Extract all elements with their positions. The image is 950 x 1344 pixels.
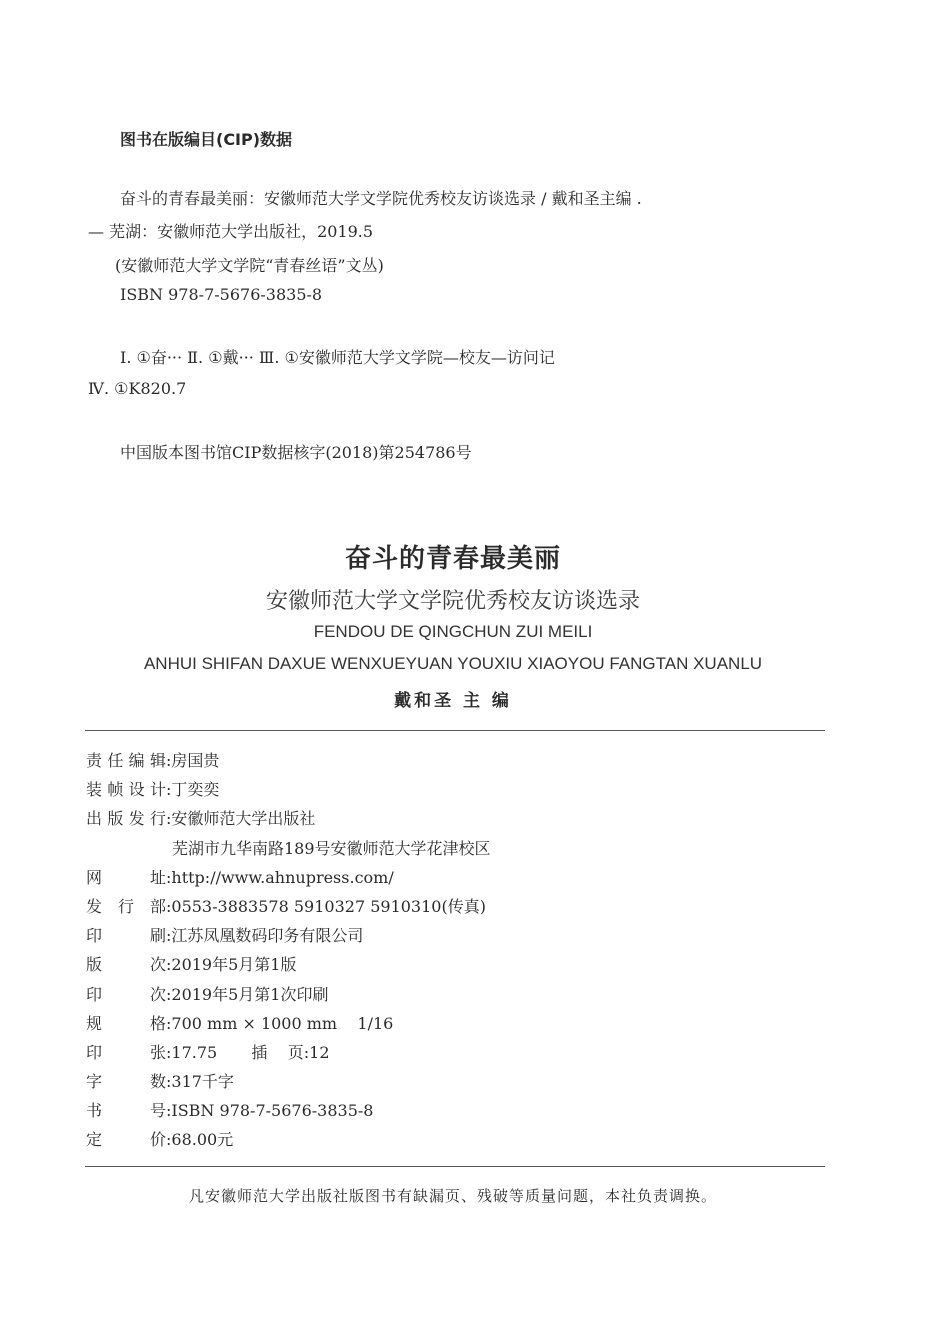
cip-series-line: (安徽师范大学文学院“青春丝语”文丛) — [115, 256, 384, 275]
cip-title-line: 奋斗的青春最美丽：安徽师范大学文学院优秀校友访谈选录 / 戴和圣主编 . — [120, 189, 642, 208]
meta-colon: : — [166, 926, 172, 945]
meta-label: 印 张 — [86, 1043, 166, 1062]
cip-isbn-line: ISBN 978-7-5676-3835-8 — [120, 285, 323, 304]
meta-label: 印 次 — [86, 985, 166, 1004]
meta-label: 责任编辑 — [86, 751, 166, 770]
meta-label: 定 价 — [86, 1130, 166, 1149]
meta-value: 2019年5月第1次印刷 — [171, 985, 329, 1004]
meta-row-publisher — [86, 806, 315, 832]
meta-colon: : — [166, 868, 172, 887]
meta-value: 房国贵 — [171, 751, 220, 770]
cip-verification-number: 中国版本图书馆CIP数据核字(2018)第254786号 — [120, 443, 472, 462]
meta-value: 2019年5月第1版 — [171, 955, 297, 974]
meta-colon: : — [166, 1014, 172, 1033]
meta-colon: : — [166, 1043, 172, 1062]
meta-value: 0553-3883578 5910327 5910310(传真) — [171, 897, 486, 916]
meta-inserts-value: 12 — [309, 1043, 330, 1062]
meta-colon: : — [166, 809, 172, 828]
meta-label: 规 格 — [86, 1014, 166, 1033]
meta-colon: : — [166, 751, 172, 770]
meta-colon: : — [166, 955, 172, 974]
meta-value: 317千字 — [171, 1072, 234, 1091]
meta-inserts-label: 插 页 — [251, 1043, 304, 1062]
pinyin-subtitle: ANHUI SHIFAN DAXUE WENXUEYUAN YOUXIU XIAOYOU FANGTAN XUANLU — [143, 654, 763, 673]
meta-colon: : — [166, 897, 172, 916]
meta-value: http://www.ahnupress.com/ — [171, 868, 394, 887]
cip-classification-line: Ⅰ. ①奋··· Ⅱ. ①戴··· Ⅲ. ①安徽师范大学文学院—校友—访问记 — [120, 348, 555, 367]
meta-value: 17.75 — [171, 1043, 218, 1062]
meta-row-address — [172, 836, 491, 862]
meta-value: 丁奕奕 — [171, 780, 220, 799]
meta-colon: : — [166, 1072, 172, 1091]
top-divider — [85, 730, 825, 731]
meta-label: 发 行 部 — [86, 897, 166, 916]
meta-colon: : — [303, 1043, 310, 1062]
meta-row-sales — [86, 894, 486, 920]
meta-row-printer — [86, 923, 363, 949]
meta-label: 网 址 — [86, 868, 166, 887]
meta-row-design — [86, 777, 219, 803]
meta-row-website — [86, 865, 394, 891]
meta-row-sheets — [86, 1040, 330, 1066]
meta-row-edition — [86, 952, 296, 978]
book-subtitle: 安徽师范大学文学院优秀校友访谈选录 — [265, 589, 640, 614]
meta-label: 字 数 — [86, 1072, 166, 1091]
meta-value: 700 mm × 1000 mm 1/16 — [171, 1014, 394, 1033]
meta-row-printing — [86, 982, 328, 1008]
meta-value: 芜湖市九华南路189号安徽师范大学花津校区 — [172, 839, 491, 858]
cip-heading: 图书在版编目(CIP)数据 — [120, 130, 293, 149]
book-title: 奋斗的青春最美丽 — [344, 544, 561, 574]
meta-colon: : — [166, 1101, 172, 1120]
meta-row-words — [86, 1069, 234, 1095]
meta-label: 版 次 — [86, 955, 166, 974]
meta-label: 装帧设计 — [86, 780, 166, 799]
cip-publisher-line: — 芜湖：安徽师范大学出版社，2019.5 — [88, 222, 374, 241]
meta-label: 出版发行 — [86, 809, 166, 828]
meta-colon: : — [166, 985, 172, 1004]
meta-value: 68.00元 — [171, 1130, 234, 1149]
quality-notice: 凡安徽师范大学出版社版图书有缺漏页、残破等质量问题，本社负责调换。 — [188, 1187, 717, 1205]
meta-value: 安徽师范大学出版社 — [171, 809, 316, 828]
meta-value: ISBN 978-7-5676-3835-8 — [171, 1101, 374, 1120]
meta-label: 印 刷 — [86, 926, 166, 945]
meta-colon: : — [166, 780, 172, 799]
meta-colon: : — [166, 1130, 172, 1149]
meta-row-price — [86, 1127, 233, 1153]
meta-label: 书 号 — [86, 1101, 166, 1120]
cip-classification-line-2: Ⅳ. ①K820.7 — [88, 379, 187, 398]
pinyin-title: FENDOU DE QINGCHUN ZUI MEILI — [313, 622, 593, 641]
chief-editor: 戴和圣 主 编 — [394, 691, 512, 711]
bottom-divider — [85, 1166, 825, 1167]
meta-row-responsible-editor — [86, 748, 219, 774]
meta-value: 江苏凤凰数码印务有限公司 — [171, 926, 364, 945]
meta-row-isbn — [86, 1098, 373, 1124]
meta-row-format — [86, 1011, 393, 1037]
